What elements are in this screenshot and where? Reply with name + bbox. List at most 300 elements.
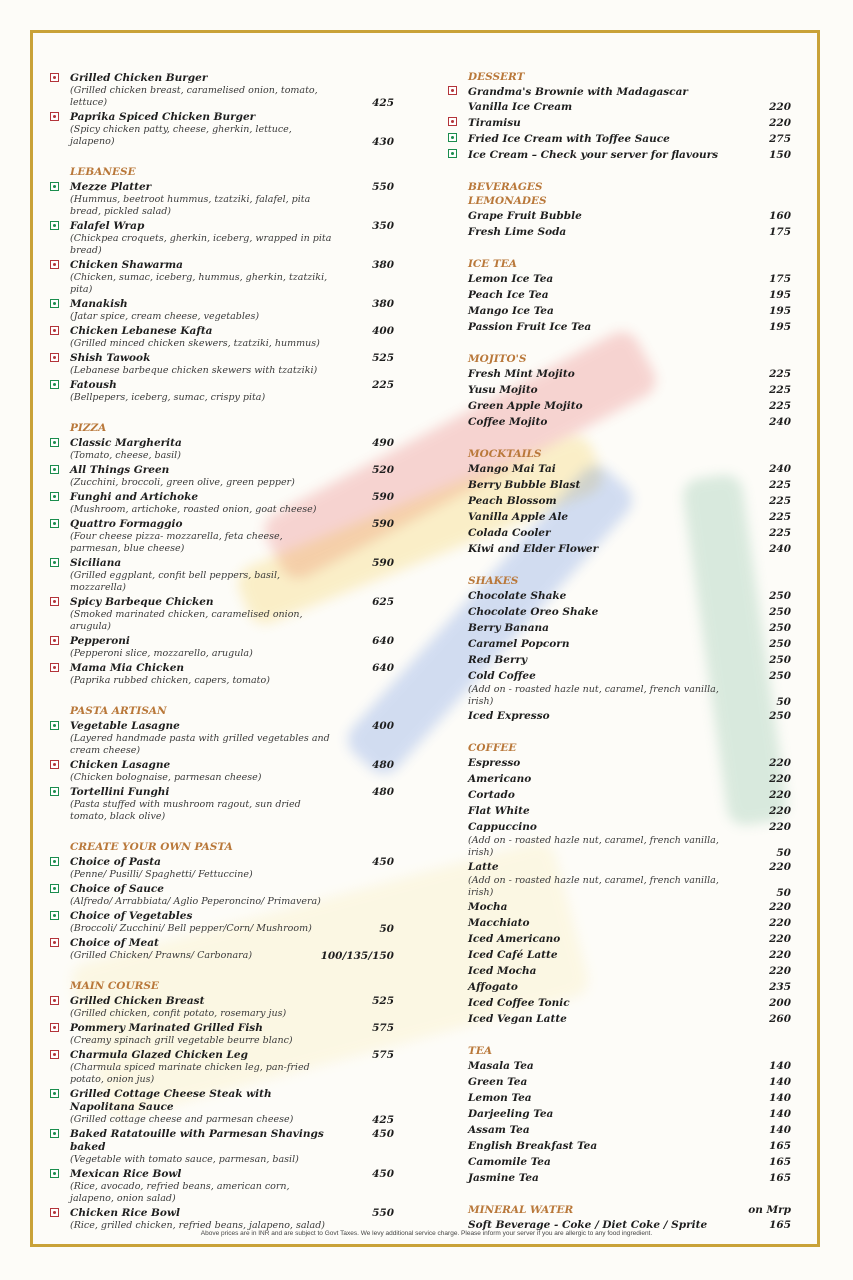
menu-item (48, 1168, 394, 1205)
menu-item (446, 621, 791, 636)
item-description: (Add on - roasted hazle nut, caramel, french vanilla, irish) (468, 684, 719, 707)
menu-item (446, 367, 791, 382)
menu-item (48, 1049, 394, 1086)
non-veg-marker-icon (50, 938, 59, 947)
item-price: 425 (372, 97, 394, 109)
item-name: Jasmine Tea (468, 1172, 539, 1184)
item-name: Mezze Platter (70, 181, 152, 193)
section-heading-row (48, 840, 394, 854)
item-price: 140 (769, 1124, 791, 1136)
section-heading: BEVERAGES (468, 181, 543, 193)
item-description: (Creamy spinach grill vegetable beurre blanc) (70, 1035, 293, 1046)
menu-item (446, 1155, 791, 1170)
section-heading: SHAKES (468, 575, 519, 587)
menu-item (446, 1091, 791, 1106)
veg-marker-icon (50, 857, 59, 866)
item-description: (Grilled cottage cheese and parmesan cheese) (70, 1114, 294, 1125)
item-name: Berry Bubble Blast (468, 479, 581, 491)
item-description: (Chicken bolognaise, parmesan cheese) (70, 772, 262, 783)
section-heading: PASTA ARTISAN (70, 705, 167, 717)
item-description: (Add on - roasted hazle nut, caramel, french vanilla, irish) (468, 875, 719, 898)
item-name: Tortellini Funghi (70, 786, 170, 798)
item-price: 250 (769, 670, 791, 682)
item-name: Vegetable Lasagne (70, 720, 180, 732)
item-description: (Jatar spice, cream cheese, vegetables) (70, 311, 260, 322)
item-name: Fried Ice Cream with Toffee Sauce (468, 133, 670, 145)
item-price: 165 (769, 1156, 791, 1168)
item-description: (Mushroom, artichoke, roasted onion, goat cheese) (70, 504, 317, 515)
item-price: 400 (372, 325, 394, 337)
item-price: 175 (769, 226, 791, 238)
item-name: Cortado (468, 789, 515, 801)
item-price: 165 (769, 1140, 791, 1152)
item-price: 450 (372, 1128, 394, 1140)
menu-item (446, 478, 791, 493)
veg-marker-icon (50, 1089, 59, 1098)
menu-item (446, 637, 791, 652)
item-name: Colada Cooler (468, 527, 551, 539)
menu-item (446, 772, 791, 787)
menu-item (48, 181, 394, 218)
item-price: 220 (769, 757, 791, 769)
item-price: 225 (769, 384, 791, 396)
item-name: Fresh Lime Soda (468, 226, 567, 238)
menu-item (48, 910, 394, 935)
veg-marker-icon (50, 884, 59, 893)
item-price: 480 (372, 759, 394, 771)
menu-item (48, 1088, 394, 1126)
section-heading-row (446, 70, 791, 84)
item-description: (Lebanese barbeque chicken skewers with tzatziki) (70, 365, 318, 376)
item-price: 250 (769, 622, 791, 634)
item-name: Cappuccino (468, 821, 537, 833)
item-description: (Tomato, cheese, basil) (70, 450, 181, 461)
veg-marker-icon (50, 221, 59, 230)
addon-price: 50 (776, 847, 791, 859)
section-heading-row (446, 1203, 791, 1217)
non-veg-marker-icon (50, 636, 59, 645)
menu-item (446, 132, 791, 147)
non-veg-marker-icon (50, 326, 59, 335)
item-name: Green Tea (468, 1076, 528, 1088)
item-price: 250 (769, 638, 791, 650)
item-price: 380 (372, 259, 394, 271)
item-name: Grilled Cottage Cheese Steak with Napolitana Sauce (70, 1088, 272, 1113)
item-price: 220 (769, 805, 791, 817)
item-name: Macchiato (468, 917, 530, 929)
item-price: 240 (769, 416, 791, 428)
item-price: 220 (769, 821, 791, 833)
item-name: Shish Tawook (70, 352, 151, 364)
menu-item (48, 1128, 394, 1166)
veg-marker-icon (448, 149, 457, 158)
item-price: 220 (769, 965, 791, 977)
item-name: Choice of Sauce (70, 883, 164, 895)
item-name: Manakish (70, 298, 128, 310)
veg-marker-icon (50, 519, 59, 528)
item-price: 525 (372, 352, 394, 364)
item-name: Passion Fruit Ice Tea (468, 321, 592, 333)
item-name: Iced Mocha (468, 965, 537, 977)
item-description: (Penne/ Pusilli/ Spaghetti/ Fettuccine) (70, 869, 253, 880)
item-description: (Hummus, beetroot hummus, tzatziki, falafel, pita bread, pickled salad) (70, 194, 311, 217)
item-name: All Things Green (70, 464, 170, 476)
menu-item (446, 288, 791, 303)
menu-item (48, 379, 394, 404)
menu-item (48, 995, 394, 1020)
item-description: (Vegetable with tomato sauce, parmesan, basil) (70, 1154, 299, 1165)
item-price: 50 (379, 923, 394, 935)
menu-item (48, 491, 394, 516)
menu-item (446, 589, 791, 604)
item-name: Mango Mai Tai (468, 463, 556, 475)
menu-item (446, 1012, 791, 1027)
item-price: 480 (372, 786, 394, 798)
item-name: Iced Vegan Latte (468, 1013, 567, 1025)
item-name: Coffee Mojito (468, 416, 548, 428)
veg-marker-icon (50, 492, 59, 501)
item-name: Pommery Marinated Grilled Fish (70, 1022, 263, 1034)
item-price: 590 (372, 518, 394, 530)
item-price: 140 (769, 1108, 791, 1120)
item-description: (Grilled minced chicken skewers, tzatziki, hummus) (70, 338, 320, 349)
menu-section-tea (446, 1044, 791, 1186)
item-description: (Smoked marinated chicken, caramelised onion, arugula) (70, 609, 303, 632)
non-veg-marker-icon (50, 760, 59, 769)
item-price: 590 (372, 557, 394, 569)
section-heading: COFFEE (468, 742, 517, 754)
menu-item (48, 298, 394, 323)
veg-marker-icon (448, 133, 457, 142)
menu-item (446, 462, 791, 477)
item-price: 150 (769, 149, 791, 161)
item-name: Charmula Glazed Chicken Leg (70, 1049, 248, 1061)
menu-item (48, 325, 394, 350)
menu-item (446, 116, 791, 131)
menu-item (48, 786, 394, 823)
item-name: Classic Margherita (70, 437, 182, 449)
menu-item (48, 720, 394, 757)
menu-section-lebanese (48, 165, 394, 404)
menu-item (48, 72, 394, 109)
item-price: 575 (372, 1049, 394, 1061)
section-heading: MAIN COURSE (70, 980, 159, 992)
item-price: 225 (769, 368, 791, 380)
menu-item (446, 1171, 791, 1186)
item-price: 240 (769, 463, 791, 475)
item-description: (Add on - roasted hazle nut, caramel, french vanilla, irish) (468, 835, 719, 858)
section-heading: TEA (468, 1045, 492, 1057)
non-veg-marker-icon (50, 597, 59, 606)
item-price: 235 (769, 981, 791, 993)
menu-item (446, 1123, 791, 1138)
section-heading: PIZZA (70, 422, 107, 434)
item-description: (Paprika rubbed chicken, capers, tomato) (70, 675, 270, 686)
item-description: (Rice, grilled chicken, refried beans, jalapeno, salad) (70, 1220, 325, 1231)
item-price: 450 (372, 1168, 394, 1180)
item-price: 195 (769, 305, 791, 317)
item-price: 575 (372, 1022, 394, 1034)
item-name: Grape Fruit Bubble (468, 210, 582, 222)
item-price: 550 (372, 1207, 394, 1219)
menu-item (446, 948, 791, 963)
item-name: Iced Café Latte (468, 949, 558, 961)
item-name: Peach Ice Tea (468, 289, 549, 301)
menu-item (446, 1075, 791, 1090)
menu-item (446, 542, 791, 557)
section-heading: MOJITO'S (468, 353, 527, 365)
menu-item (446, 272, 791, 287)
item-name: Kiwi and Elder Flower (468, 543, 599, 555)
menu-item (446, 304, 791, 319)
item-description: (Spicy chicken patty, cheese, gherkin, lettuce, jalapeno) (70, 124, 292, 147)
item-name: Mango Ice Tea (468, 305, 554, 317)
item-description: (Chickpea croquets, gherkin, iceberg, wrapped in pita bread) (70, 233, 332, 256)
item-price: 220 (769, 901, 791, 913)
item-price: 275 (769, 133, 791, 145)
menu-item (48, 635, 394, 660)
item-price: 175 (769, 273, 791, 285)
non-veg-marker-icon (50, 353, 59, 362)
section-heading-row (446, 180, 791, 194)
item-name: Peach Blossom (468, 495, 557, 507)
section-heading-row (446, 574, 791, 588)
addon-price: 50 (776, 887, 791, 899)
non-veg-marker-icon (448, 86, 457, 95)
item-price: 640 (372, 662, 394, 674)
item-price: 225 (372, 379, 394, 391)
menu-item (48, 557, 394, 594)
item-name: Espresso (468, 757, 521, 769)
item-price: 240 (769, 543, 791, 555)
item-price: 350 (372, 220, 394, 232)
section-heading-row (48, 165, 394, 179)
menu-item (446, 804, 791, 819)
item-name: Cold Coffee (468, 670, 536, 682)
item-price: 250 (769, 654, 791, 666)
menu-item (446, 383, 791, 398)
item-description: (Grilled chicken, confit potato, rosemary jus) (70, 1008, 287, 1019)
menu-section-pizza (48, 421, 394, 687)
non-veg-marker-icon (50, 112, 59, 121)
item-description: (Zucchini, broccoli, green olive, green pepper) (70, 477, 295, 488)
addon-price: 50 (776, 696, 791, 708)
item-name: Green Apple Mojito (468, 400, 583, 412)
item-name: Mocha (468, 901, 508, 913)
item-name: Latte (468, 861, 499, 873)
menu-item (446, 996, 791, 1011)
item-description: (Four cheese pizza- mozzarella, feta cheese, parmesan, blue cheese) (70, 531, 283, 554)
item-price: 140 (769, 1092, 791, 1104)
menu-item (48, 259, 394, 296)
veg-marker-icon (50, 438, 59, 447)
item-price: 590 (372, 491, 394, 503)
menu-item (48, 518, 394, 555)
menu-item (446, 964, 791, 979)
item-description: (Rice, avocado, refried beans, american corn, jalapeno, onion salad) (70, 1181, 290, 1204)
menu-item (446, 900, 791, 915)
menu-item (446, 669, 791, 708)
menu-item (48, 352, 394, 377)
item-price: 220 (769, 917, 791, 929)
item-name: Fatoush (70, 379, 117, 391)
item-name: Grilled Chicken Breast (70, 995, 205, 1007)
menu-item (446, 209, 791, 224)
non-veg-marker-icon (50, 73, 59, 82)
item-name: Funghi and Artichoke (70, 491, 199, 503)
non-veg-marker-icon (50, 1208, 59, 1217)
item-name: Choice of Meat (70, 937, 159, 949)
menu-item (48, 596, 394, 633)
item-description: (Alfredo/ Arrabbiata/ Aglio Peperoncino/ Primavera) (70, 896, 321, 907)
veg-marker-icon (50, 721, 59, 730)
menu-item (446, 756, 791, 771)
item-name: Masala Tea (468, 1060, 534, 1072)
item-name: Grandma's Brownie with Madagascar Vanilla Ice Cream (468, 86, 688, 113)
menu-item (446, 510, 791, 525)
menu-item (446, 225, 791, 240)
menu-right-column (446, 70, 791, 1233)
item-name: Americano (468, 773, 532, 785)
item-name: Tiramisu (468, 117, 521, 129)
menu-item (48, 883, 394, 908)
item-name: Spicy Barbeque Chicken (70, 596, 214, 608)
menu-item (446, 980, 791, 995)
section-heading-row (446, 447, 791, 461)
menu-item (446, 1107, 791, 1122)
item-name: Iced Expresso (468, 710, 550, 722)
menu-section-mojito-s (446, 352, 791, 430)
section-heading: CREATE YOUR OWN PASTA (70, 841, 233, 853)
section-heading-row (48, 421, 394, 435)
item-description: (Pasta stuffed with mushroom ragout, sun dried tomato, black olive) (70, 799, 301, 822)
item-price: 250 (769, 590, 791, 602)
menu-item (48, 937, 394, 962)
section-heading-row (446, 1044, 791, 1058)
menu-left-column (48, 70, 394, 1232)
item-price: 220 (769, 933, 791, 945)
section-subheading: LEMONADES (468, 195, 547, 207)
item-price: 550 (372, 181, 394, 193)
menu-section-ice-tea (446, 257, 791, 335)
veg-marker-icon (50, 1129, 59, 1138)
non-veg-marker-icon (50, 996, 59, 1005)
item-description: (Pepperoni slice, mozzarello, arugula) (70, 648, 253, 659)
veg-marker-icon (50, 182, 59, 191)
item-price: 260 (769, 1013, 791, 1025)
menu-section-create-your-own-pasta (48, 840, 394, 962)
item-price: 165 (769, 1219, 791, 1231)
section-heading: DESSERT (468, 71, 525, 83)
menu-section-shakes (446, 574, 791, 724)
non-veg-marker-icon (448, 117, 457, 126)
item-price: 195 (769, 289, 791, 301)
veg-marker-icon (50, 558, 59, 567)
item-description: (Grilled Chicken/ Prawns/ Carbonara) (70, 950, 253, 961)
menu-item (446, 653, 791, 668)
veg-marker-icon (50, 1169, 59, 1178)
item-name: English Breakfast Tea (468, 1140, 598, 1152)
section-heading-row (446, 257, 791, 271)
item-name: Grilled Chicken Burger (70, 72, 208, 84)
item-name: Fresh Mint Mojito (468, 368, 575, 380)
menu-item (48, 856, 394, 881)
item-description: (Charmula spiced marinate chicken leg, pan-fried potato, onion jus) (70, 1062, 310, 1085)
menu-section-mineral-water (446, 1203, 791, 1233)
menu-section (48, 72, 394, 148)
menu-item (48, 111, 394, 148)
menu-section-mocktails (446, 447, 791, 557)
item-name: Red Berry (468, 654, 528, 666)
item-price: 520 (372, 464, 394, 476)
item-name: Yusu Mojito (468, 384, 538, 396)
item-price: 225 (769, 527, 791, 539)
item-name: Siciliana (70, 557, 122, 569)
section-heading: MINERAL WATER (468, 1204, 574, 1216)
menu-item (446, 494, 791, 509)
item-price: 250 (769, 710, 791, 722)
menu-item (446, 860, 791, 899)
section-heading: MOCKTAILS (468, 448, 542, 460)
item-name: Darjeeling Tea (468, 1108, 554, 1120)
section-heading-row (48, 979, 394, 993)
item-price: 450 (372, 856, 394, 868)
menu-item (446, 1059, 791, 1074)
section-heading-row (48, 704, 394, 718)
menu-item (446, 788, 791, 803)
menu-item (446, 148, 791, 163)
menu-item (446, 820, 791, 859)
non-veg-marker-icon (50, 1050, 59, 1059)
menu-section-beverages (446, 180, 791, 240)
veg-marker-icon (50, 380, 59, 389)
menu-item (446, 916, 791, 931)
item-price: 225 (769, 511, 791, 523)
item-name: Camomile Tea (468, 1156, 551, 1168)
item-description: (Bellpepers, iceberg, sumac, crispy pita) (70, 392, 266, 403)
menu-item (48, 759, 394, 784)
item-name: Chocolate Shake (468, 590, 567, 602)
menu-item (48, 464, 394, 489)
item-name: Vanilla Apple Ale (468, 511, 569, 523)
footer-note: Above prices are in INR and are subject to Govt Taxes. We levy additional service charge. Please inform your server if you are allergic to any food ingredient. (200, 1230, 653, 1237)
menu-section-main-course (48, 979, 394, 1232)
item-name: Caramel Popcorn (468, 638, 570, 650)
item-price: 400 (372, 720, 394, 732)
menu-section-coffee (446, 741, 791, 1027)
item-name: Quattro Formaggio (70, 518, 183, 530)
item-price: 380 (372, 298, 394, 310)
section-heading-row (446, 741, 791, 755)
item-price: 200 (769, 997, 791, 1009)
item-price: 165 (769, 1172, 791, 1184)
menu-item (48, 1022, 394, 1047)
menu-item (48, 662, 394, 687)
item-name: Mexican Rice Bowl (70, 1168, 182, 1180)
item-description: (Layered handmade pasta with grilled vegetables and cream cheese) (70, 733, 330, 756)
item-price: 160 (769, 210, 791, 222)
menu-item (446, 399, 791, 414)
menu-item (446, 85, 791, 115)
item-name: Chicken Shawarma (70, 259, 183, 271)
menu-item (446, 320, 791, 335)
menu-section-pasta-artisan (48, 704, 394, 823)
item-name: Iced Americano (468, 933, 561, 945)
section-heading-row (446, 352, 791, 366)
item-price: 220 (769, 789, 791, 801)
item-description: (Grilled eggplant, confit bell peppers, basil, mozzarella) (70, 570, 281, 593)
item-price: 220 (769, 861, 791, 873)
